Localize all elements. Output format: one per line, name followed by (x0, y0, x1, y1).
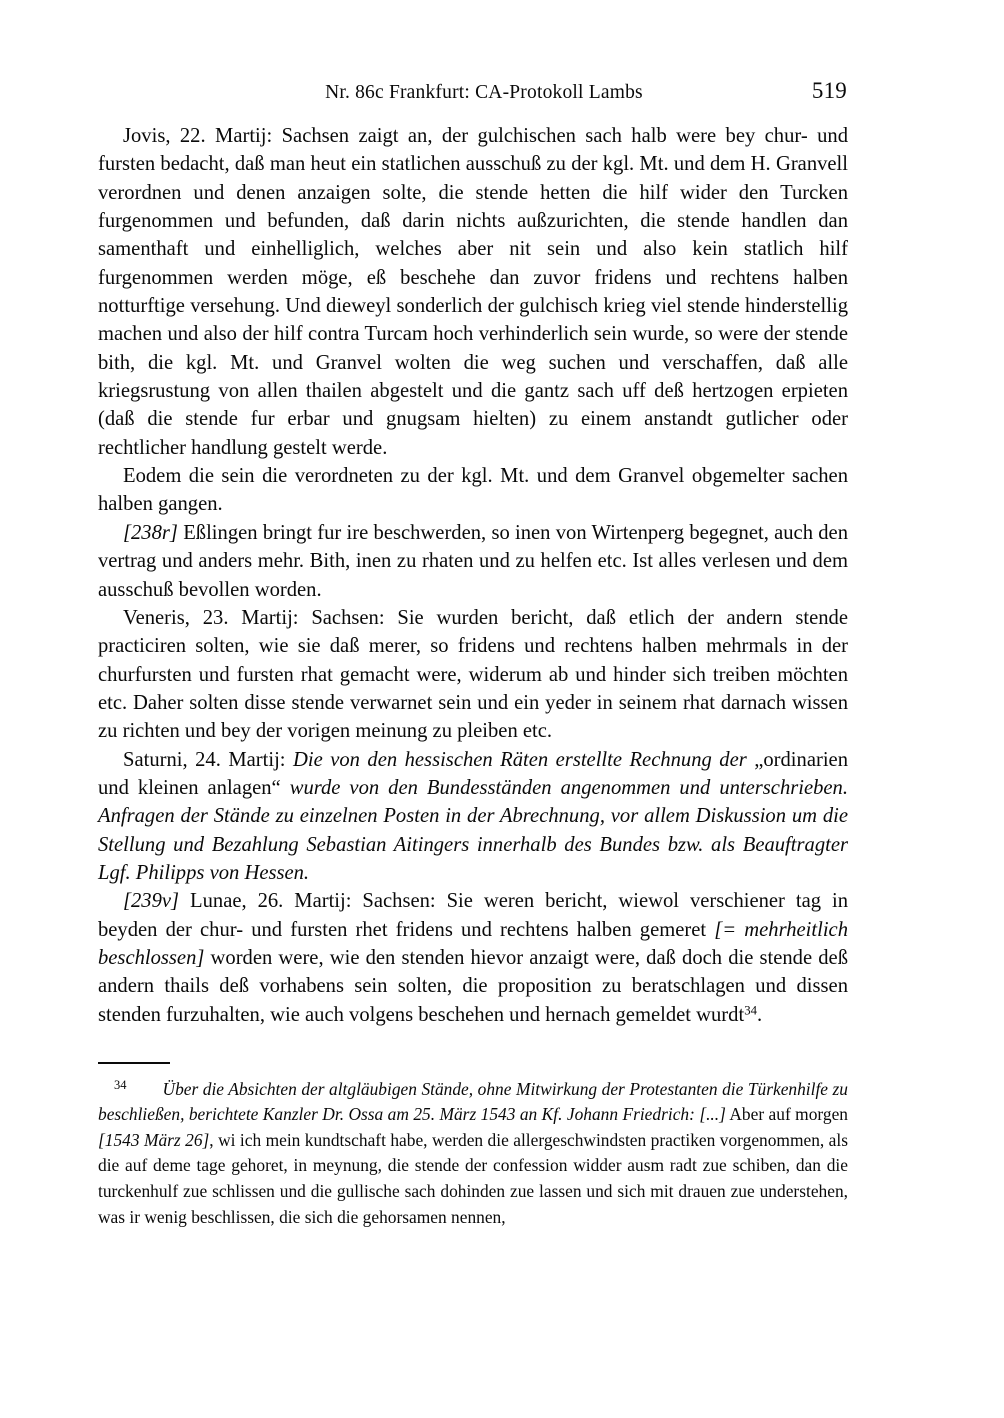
paragraph-veneris (98, 604, 848, 746)
main-text-column (98, 122, 848, 1029)
footnote-reference-34[interactable]: 34 (744, 1003, 757, 1018)
paragraph-eodem-text: Eodem die sein die verordneten zu der kgl. Mt. und dem Granvel obgemelter sachen halben gangen. (98, 465, 848, 516)
folio-marker-239v: [239v] (123, 890, 180, 913)
footnote-34-date-bracket: [1543 März 26] (98, 1129, 210, 1150)
paragraph-saturni-italic-second: wurde von den Bundesständen angenommen und unterschrieben. Anfragen der Stände zu einzelnen Posten in der Abrechnung, vor allem Diskussion um die Stellung und Bezahlung Sebastian Aitingers innerhalb des Bundes bzw. als Beauftragter Lgf. Philipps von Hessen. (98, 776, 849, 884)
footnote-number-34: 34 (114, 1077, 127, 1092)
footnote-34 (98, 1077, 848, 1231)
paragraph-jovis-text: Jovis, 22. Martij: Sachsen zaigt an, der gulchischen sach halb were bey chur- und fursten bedacht, daß man heut ein statlichen ausschuß zu der kgl. Mt. und dem H. Granvell verordnen und denen anzaigen solte, die stende hetten die hilf wider den Turcken furgenommen und befunden, daß darin nichts außzurichten, die stende handlen dan samenthaft und einhelliglich, welches aber nit sein und also kein statlich hilf furgenommen werden möge, eß beschehe dan zuvor fridens und rechtens halben notturftige versehung. Und dieweyl sonderlich der gulchisch krieg viel stende hinderstellig machen und also der hilf contra Turcam hoch verhinderlich sein wurde, so were der stende bith, die kgl. Mt. und Granvel wolten die weg suchen und verschaffen, daß alle kriegsrustung von allen thailen abgestelt und die gantz sach uff deß hertzogen erpieten (daß die stende fur erbar und gnugsam hielten) zu einem anstandt gutlicher oder rechtlicher handlung gestelt werde. (98, 125, 848, 459)
page-number: 519 (811, 78, 847, 103)
paragraph-lunae-text-third: . (756, 1003, 763, 1026)
paragraph-lunae-text-second: worden were, wie den stenden hievor anzaigt were, daß doch die stende deß andern thails deß vorhabens sein solten, die proposition zu beratschlagen und dissen stenden furzuhalten, wie auch volgens beschehen und hernach gemeldet wurdt (98, 946, 848, 1026)
running-head-title: Nr. 86c Frankfurt: CA-Protokoll Lambs (325, 82, 643, 103)
footnote-area (98, 1062, 848, 1230)
editorial-gloss-mehrheitlich: [= mehrheitlich beschlossen] (98, 918, 848, 969)
paragraph-esslingen (98, 519, 848, 604)
paragraph-saturni-lead: Saturni, 24. Martij: (123, 748, 293, 771)
paragraph-jovis (98, 122, 848, 462)
folio-marker-238r: [238r] (123, 521, 178, 544)
paragraph-esslingen-text: Eßlingen bringt fur ire beschwerden, so inen von Wirtenperg begegnet, auch den vertrag und anders mehr. Bith, inen zu rhaten und zu helfen etc. Ist alles verlesen und dem ausschuß bevollen worden. (98, 521, 848, 601)
paragraph-eodem (98, 462, 848, 519)
footnote-separator-rule (98, 1062, 170, 1064)
paragraph-saturni (98, 746, 848, 888)
paragraph-lunae-text-first: Lunae, 26. Martij: Sachsen: Sie weren bericht, wiewol verschiener tag in beyden der chur- und fursten rhet fridens und rechtens halben gemeret (98, 890, 848, 941)
footnote-34-roman-second: , wi ich mein kundtschaft habe, werden die allergeschwindsten practiken vorgenommen, als die auf deme tage gehoret, in meynung, die stende der confession widder ausm radt zue schiben, dan die turckenhulf zue schlissen und die gullische sach dohinden zue lassen und sich mit drauen zue understehen, was ir wenig beschlissen, die sich die gehorsamen nennen, (98, 1129, 848, 1227)
paragraph-saturni-quotation: „ordinarien und kleinen anlagen“ (98, 748, 848, 799)
footnote-34-italic-first: Über die Absichten der altgläubigen Stände, ohne Mitwirkung der Protestanten die Türkenhilfe zu beschließen, berichtete Kanzler Dr. Ossa am 25. März 1543 an Kf. Johann Friedrich: [...] (98, 1078, 848, 1125)
running-head (98, 78, 847, 106)
paragraph-veneris-text: Veneris, 23. Martij: Sachsen: Sie wurden bericht, daß etlich der andern stende practiciren solten, wie sie daß merer, so fridens und rechtens halben mehrmals in der churfursten und fursten rhat gemacht were, widerum ab und hinder sich treiben möchten etc. Daher solten disse stende verwarnet sein und ein yeder in seinem rhat darnach wissen zu richten und bey der vorigen meinung zu pleiben etc. (98, 606, 848, 743)
paragraph-lunae (98, 887, 848, 1029)
paragraph-saturni-italic-first: Die von den hessischen Räten erstellte Rechnung der (293, 748, 755, 771)
footnote-34-roman-first: Aber auf morgen (725, 1104, 848, 1125)
